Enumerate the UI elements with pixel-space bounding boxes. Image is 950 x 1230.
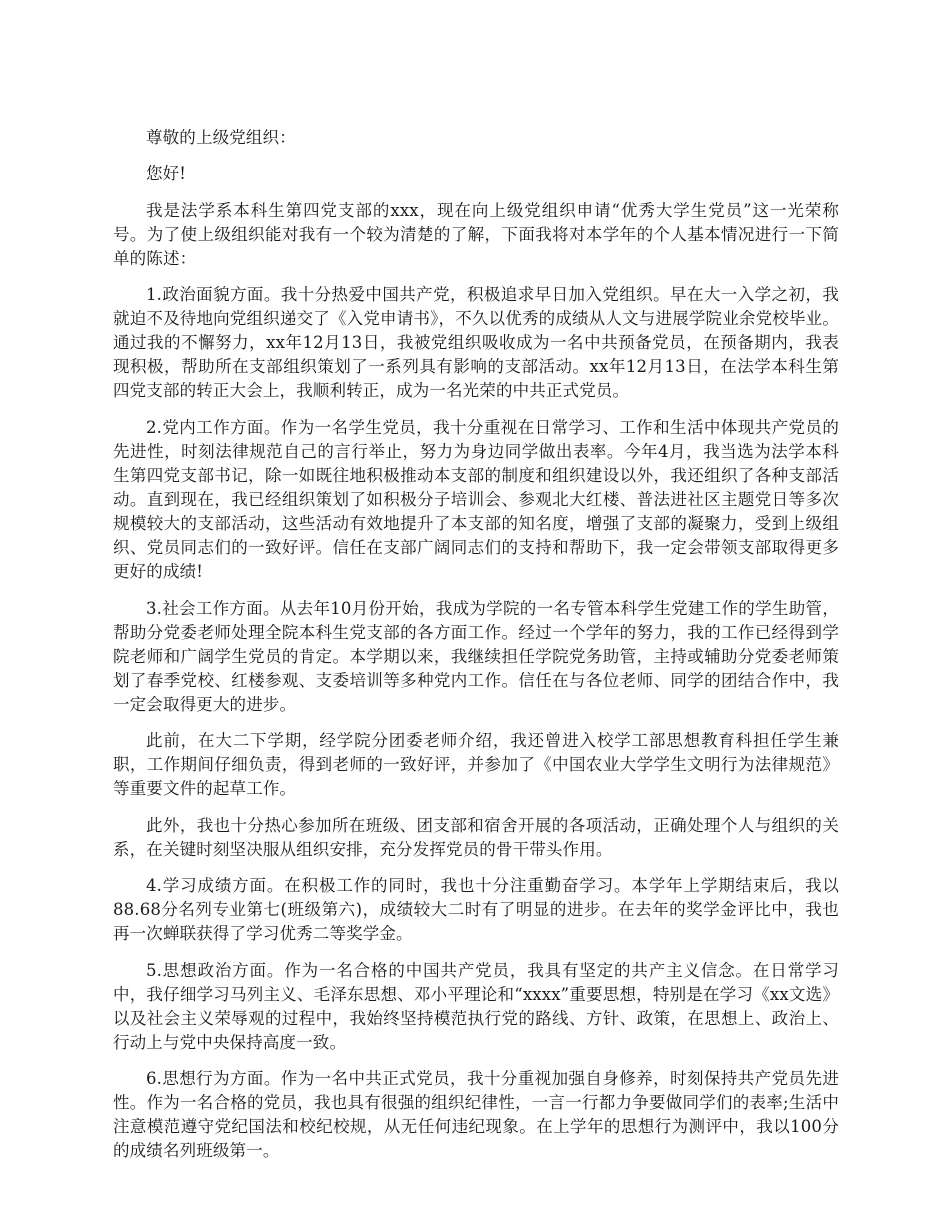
paragraph-party-work: 2.党内工作方面。作为一名学生党员，我十分重视在日常学习、工作和生活中体现共产党员的先进性，时刻法律规范自己的言行举止，努力为身边同学做出表率。今年4月，我当选为法学本科生第四党支部书记，除一如既往地积极推动本支部的制度和组织建设以外，我还组织了各种支部活动。直到现在，我已经组织策划了如积极分子培训会、参观北大红楼、普法进社区主题党日等多次规模较大的支部活动，这些活动有效地提升了本支部的知名度，增强了支部的凝聚力，受到上级组织、党员同志们的一致好评。信任在支部广阔同志们的支持和帮助下，我一定会带领支部取得更多更好的成绩!	[113, 417, 839, 582]
greeting: 您好!	[146, 164, 187, 184]
paragraph-ideology: 5.思想政治方面。作为一名合格的中国共产党员，我具有坚定的共产主义信念。在日常学习中，我仔细学习马列主义、毛泽东思想、邓小平理论和“xxxx”重要思想，特别是在学习《xx文选》以及社会主义荣辱观的过程中，我始终坚持模范执行党的路线、方针、政策，在思想上、政治上、行动上与党中央保持高度一致。	[113, 960, 839, 1052]
salutation: 尊敬的上级党组织：	[146, 128, 296, 147]
paragraph-academics: 4.学习成绩方面。在积极工作的同时，我也十分注重勤奋学习。本学年上学期结束后，我以88.68分名列专业第七(班级第六)，成绩较大二时有了明显的进步。在去年的奖学金评比中，我也再一次蝉联获得了学习优秀二等奖学金。	[113, 876, 839, 944]
paragraph-intro: 我是法学系本科生第四党支部的xxx，现在向上级党组织申请“优秀大学生党员”这一光荣称号。为了使上级组织能对我有一个较为清楚的了解，下面我将对本学年的个人基本情况进行一下简单的陈述：	[113, 200, 839, 268]
paragraph-conduct: 6.思想行为方面。作为一名中共正式党员，我十分重视加强自身修养，时刻保持共产党员先进性。作为一名合格的党员，我也具有很强的组织纪律性，一言一行都力争要做同学们的表率;生活中注意模范遵守党纪国法和校纪校规，从无任何违纪现象。在上学年的思想行为测评中，我以100分的成绩名列班级第一。	[113, 1069, 839, 1161]
paragraph-political-status: 1.政治面貌方面。我十分热爱中国共产党，积极追求早日加入党组织。早在大一入学之初，我就迫不及待地向党组织递交了《入党申请书》，不久以优秀的成绩从人文与进展学院业余党校毕业。通过我的不懈努力，xx年12月13日，我被党组织吸收成为一名中共预备党员，在预备期内，我表现积极，帮助所在支部组织策划了一系列具有影响的支部活动。xx年12月13日，在法学本科生第四党支部的转正大会上，我顺利转正，成为一名光荣的中共正式党员。	[113, 285, 839, 401]
paragraph-activities: 此外，我也十分热心参加所在班级、团支部和宿舍开展的各项活动，正确处理个人与组织的关系，在关键时刻坚决服从组织安排，充分发挥党员的骨干带头作用。	[113, 815, 839, 859]
document-page	[113, 126, 839, 1176]
paragraph-social-work: 3.社会工作方面。从去年10月份开始，我成为学院的一名专管本科学生党建工作的学生助管，帮助分党委老师处理全院本科生党支部的各方面工作。经过一个学年的努力，我的工作已经得到学院老师和广阔学生党员的肯定。本学期以来，我继续担任学院党务助管，主持或辅助分党委老师策划了春季党校、红楼参观、支委培训等多种党内工作。信任在与各位老师、同学的团结合作中，我一定会取得更大的进步。	[113, 598, 839, 714]
paragraph-earlier-work: 此前，在大二下学期，经学院分团委老师介绍，我还曾进入校学工部思想教育科担任学生兼职，工作期间仔细负责，得到老师的一致好评，并参加了《中国农业大学学生文明行为法律规范》等重要文件的起草工作。	[113, 731, 839, 799]
